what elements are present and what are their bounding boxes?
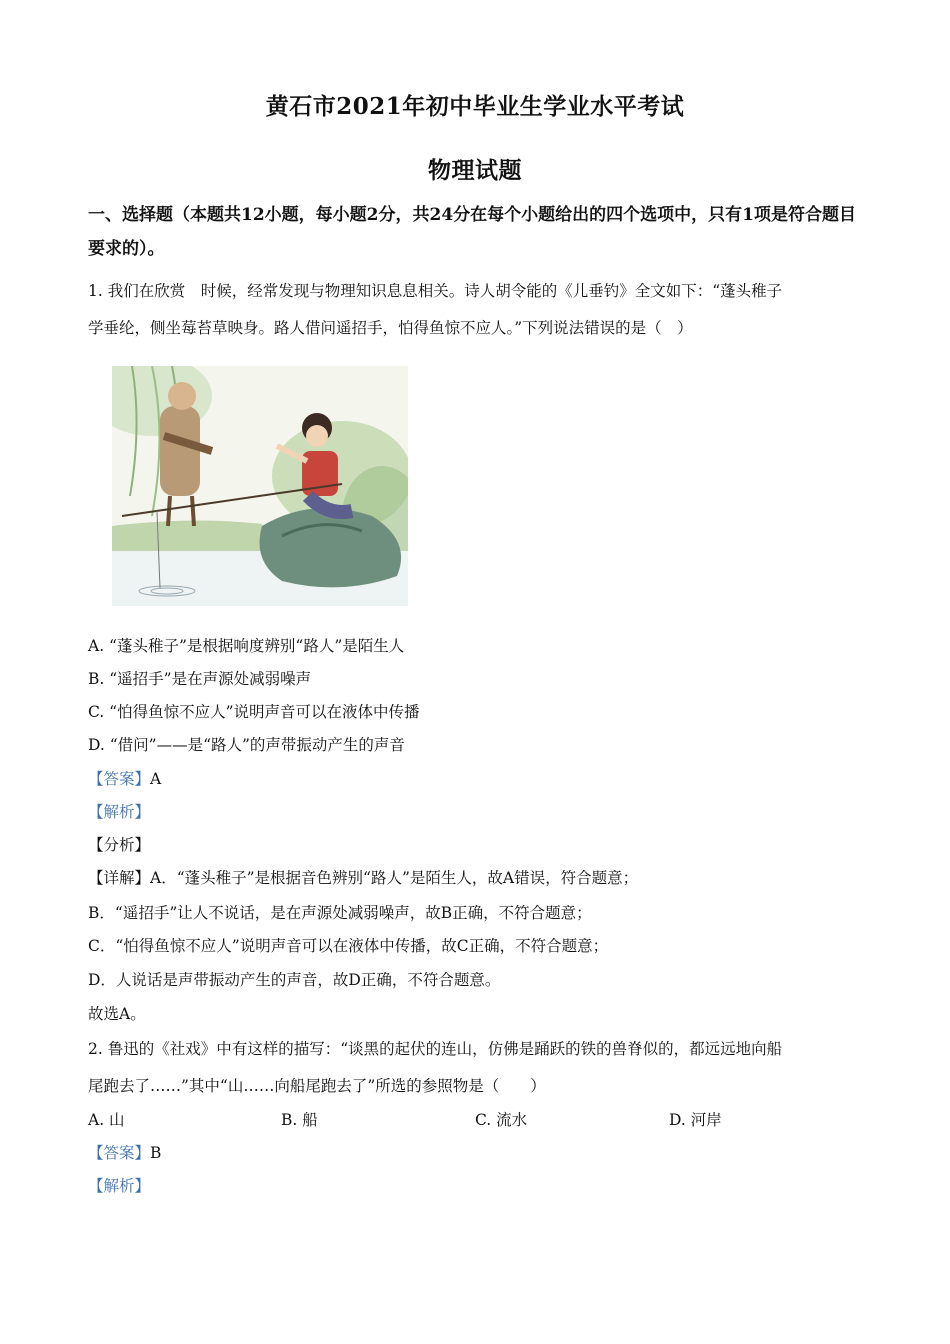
q2-analysis-label: 【解析】 <box>88 1177 151 1195</box>
q2-answer-row <box>88 1141 161 1163</box>
q2-stem-line1: 2. 鲁迅的《社戏》中有这样的描写：“谈黑的起伏的连山，仿佛是踊跃的铁的兽脊似的，都远远地向船 <box>88 1040 783 1058</box>
q1-detail-line: D．人说话是声带振动产生的声音，故D正确，不符合题意。 <box>88 971 501 989</box>
q2-choice-b: B. 船 <box>281 1111 318 1129</box>
exam-subtitle: 物理试题 <box>428 157 522 184</box>
q1-option-a: A. “蓬头稚子”是根据响度辨别“路人”是陌生人 <box>88 637 405 655</box>
q1-stem-line1: 1. 我们在欣赏 时候，经常发现与物理知识息息相关。诗人胡令能的《儿垂钓》全文如下：“蓬头稚子 <box>88 282 783 300</box>
q2-choice-c: C. 流水 <box>475 1111 528 1129</box>
q2-answer-label: 【答案】 <box>88 1144 151 1162</box>
q1-option-d: D. “借问”——是“路人”的声带振动产生的声音 <box>88 736 405 754</box>
exam-title: 黄石市2021年初中毕业生学业水平考试 <box>265 93 685 120</box>
q1-detail-line: C．“怕得鱼惊不应人”说明声音可以在液体中传播，故C正确，不符合题意； <box>88 937 609 955</box>
q1-answer-row <box>88 767 161 789</box>
q1-option-c: C. “怕得鱼惊不应人”说明声音可以在液体中传播 <box>88 703 420 721</box>
fishing-illustration-drawing <box>112 366 408 606</box>
q1-fenxi-label: 【分析】 <box>88 836 151 854</box>
q1-stem-line2: 学垂纶，侧坐莓苔草映身。路人借问遥招手，怕得鱼惊不应人。”下列说法错误的是（ ） <box>88 319 693 337</box>
q1-detail-line: 故选A。 <box>88 1005 146 1023</box>
q2-choice-d: D. 河岸 <box>669 1111 722 1129</box>
q1-answer-label: 【答案】 <box>88 770 151 788</box>
fishing-illustration <box>112 366 408 606</box>
q2-choice-a: A. 山 <box>88 1111 125 1129</box>
q1-detail-line: 【详解】A．“蓬头稚子”是根据音色辨别“路人”是陌生人，故A错误，符合题意； <box>88 869 639 887</box>
section-heading: 一、选择题（本题共12小题，每小题2分，共24分在每个小题给出的四个选项中，只有1项是符合题目要求的）。 <box>88 205 856 259</box>
q2-answer-value: B <box>150 1144 162 1162</box>
q1-detail-line: B．“遥招手”让人不说话，是在声源处减弱噪声，故B正确，不符合题意； <box>88 904 592 922</box>
q1-answer-value: A <box>150 770 162 788</box>
q1-option-b: B. “遥招手”是在声源处减弱噪声 <box>88 670 312 688</box>
q2-stem-line2: 尾跑去了……”其中“山……向船尾跑去了”所选的参照物是（ ） <box>88 1077 546 1095</box>
q1-analysis-label: 【解析】 <box>88 803 151 821</box>
